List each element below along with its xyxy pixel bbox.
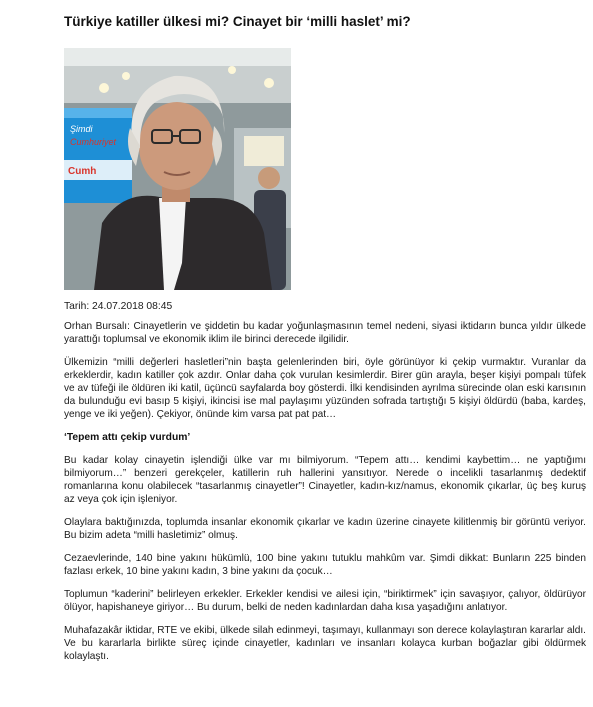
svg-text:Cumh: Cumh (68, 166, 97, 177)
article-paragraph: Bu kadar kolay cinayetin işlendiği ülke var mı bilmiyorum. “Tepem attı… kendimi kaybettim… ne yaptığımı bilmiyorum…” benzeri gerekçeler, katillerin ruh hallerini yansıtıyor. Nerede o incelikli tasarlanmış dedektif romanlarına konu olabilecek “tasarlanmış cinayetler”! Cinayetler, kadın-kız/namus, ekonomik çıkarlar, üç beş kuruş az veya çok için işleniyor. (64, 455, 586, 505)
article-subheading: ‘Tepem attı çekip vurdum’ (64, 432, 191, 443)
article-paragraph: Cezaevlerinde, 140 bine yakını hükümlü, 100 bine yakını tutuklu mahkûm var. Şimdi dikkat: Bunların 225 binden fazlası erkek, 10 bine yakını kadın, 3 bine yakını da çocuk… (64, 553, 586, 577)
author-photo (64, 48, 291, 290)
article-body (64, 320, 586, 673)
article-paragraph: Ülkemizin “milli değerleri hasletleri”nin başta gelenlerinden biri, öyle görünüyor ki çekip vurmaktır. Vuranlar da erkeklerdir, kadın katiller çok azdır. Onlar daha çok vurulan kesimlerdir. Birer gün arayla, beşer kişiyi pompalı tüfek ve av tüfeği ile öldüren iki katil, üçüncü sayfalarda boy gösterdi. İlki kendisinden ayrılma sürecinde olan eski karısının da bulunduğu evi basıp 5 kişiyi, ikincisi ise mal paylaşımı yüzünden sofrada tartıştığı 5 kişiyi öldürdü (baba, kardeş, yenge ve iki yeğen). Çekiyor, önünde kim varsa pat pat pat… (64, 357, 586, 420)
svg-text:Cumhuriyet: Cumhuriyet (70, 137, 117, 147)
sign-text-top: Şimdi (70, 124, 93, 134)
article-paragraph: Muhafazakâr iktidar, RTE ve ekibi, ülkede silah edinmeyi, taşımayı, kullanmayı son derece kolaylaştıran kararlar aldı. Ve bu kararlarla birlikte süreç içinde cinayetler, kadınları ve insanları kolayca kurban boğazlar gibi öldürmek kolaylaştı. (64, 625, 586, 662)
article-paragraph: Olaylara baktığınızda, toplumda insanlar ekonomik çıkarlar ve kadın üzerine cinayete kilitlenmiş bir görüntü veriyor. Bu bizim adeta “milli hasletimiz” olmuş. (64, 517, 586, 541)
article-title: Türkiye katiller ülkesi mi? Cinayet bir ‘milli haslet’ mi? (64, 14, 411, 29)
article-paragraph: Toplumun “kaderini” belirleyen erkekler. Erkekler kendisi ve ailesi için, “biriktirmek” için savaşıyor, çalıyor, öldürüyor ölüyor, hapishaneye giriyor… Bu durum, belki de neden kadınlardan daha kısa yaşadığını anlatıyor. (64, 589, 586, 613)
article-paragraph: Orhan Bursalı: Cinayetlerin ve şiddetin bu kadar yoğunlaşmasının temel nedeni, siyasi iktidarın bunca yıldır ülkede yarattığı toplumsal ve ekonomik iklim ile birinci derecede ilgilidir. (64, 321, 586, 345)
article-date: Tarih: 24.07.2018 08:45 (64, 301, 173, 312)
